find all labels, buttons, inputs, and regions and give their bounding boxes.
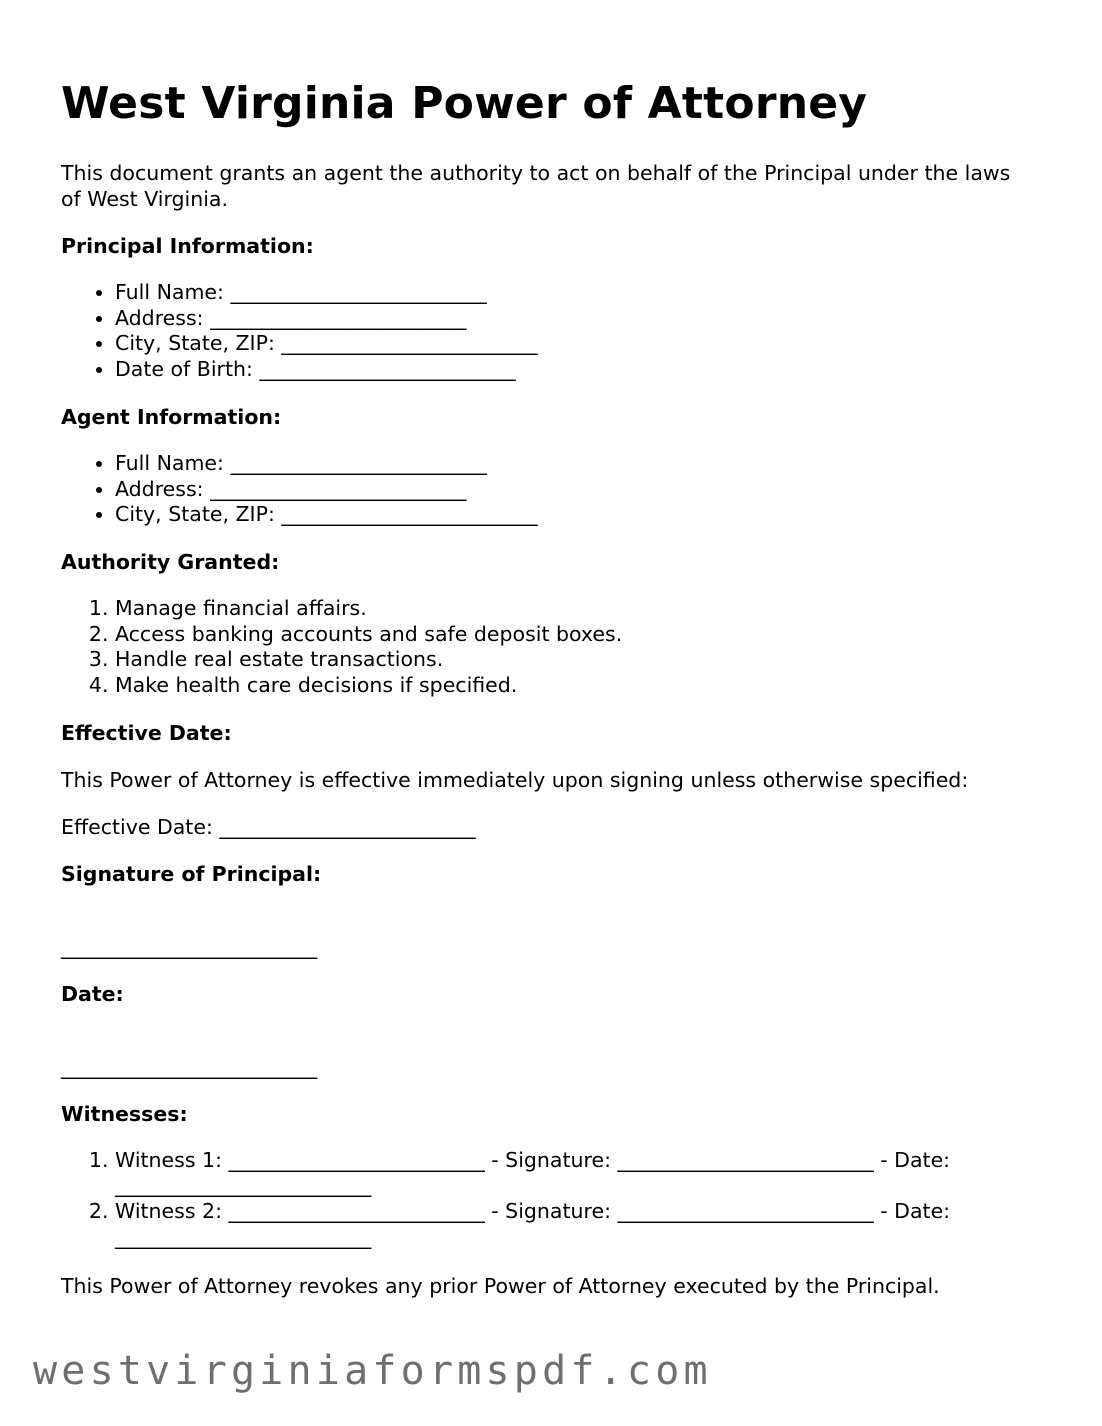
effective-date-heading: Effective Date: — [61, 720, 232, 745]
authority-item: 3. Handle real estate transactions. — [115, 647, 1051, 673]
date-heading: Date: — [61, 981, 124, 1006]
date-blank: _________________________ — [61, 1054, 318, 1079]
watermark: westvirginiaformspdf.com — [33, 1348, 712, 1394]
witness-list — [61, 1148, 1051, 1251]
principal-city-state-zip-field[interactable]: • City, State, ZIP: _________________________ — [115, 331, 1051, 357]
agent-address-field[interactable]: • Address: _________________________ — [115, 477, 1051, 503]
effective-date-text: This Power of Attorney is effective immediately upon signing unless otherwise specified: — [61, 767, 969, 792]
principal-heading: Principal Information: — [61, 234, 314, 258]
signature-heading: Signature of Principal: — [61, 861, 322, 886]
agent-heading: Agent Information: — [61, 404, 282, 429]
witness-2-entry[interactable]: 2. Witness 2: _________________________ - Signature: _________________________ - Date: _________________________ — [115, 1199, 1051, 1250]
witness-1-entry[interactable]: 1. Witness 1: _________________________ - Signature: _________________________ - Date: _________________________ — [115, 1148, 1051, 1199]
principal-signature-line[interactable] — [61, 908, 1051, 960]
principal-full-name-field[interactable]: • Full Name: _________________________ — [115, 280, 1051, 306]
principal-info-list — [61, 280, 1051, 383]
effective-date-field[interactable]: Effective Date: _________________________ — [61, 814, 476, 839]
authority-item: 2. Access banking accounts and safe deposit boxes. — [115, 622, 1051, 648]
document-title: West Virginia Power of Attorney — [61, 78, 868, 129]
agent-city-state-zip-field[interactable]: • City, State, ZIP: _________________________ — [115, 502, 1051, 528]
intro-paragraph: This document grants an agent the authority to act on behalf of the Principal under the laws of West Virginia. — [61, 161, 1011, 211]
principal-address-field[interactable]: • Address: _________________________ — [115, 306, 1051, 332]
agent-info-list — [61, 451, 1051, 528]
principal-date-of-birth-field[interactable]: • Date of Birth: _________________________ — [115, 357, 1051, 383]
witnesses-heading: Witnesses: — [61, 1101, 188, 1126]
date-line[interactable] — [61, 1028, 1051, 1080]
authority-item: 4. Make health care decisions if specified. — [115, 673, 1051, 699]
document-page — [61, 78, 1051, 1299]
authority-item: 1. Manage financial affairs. — [115, 596, 1051, 622]
authority-heading: Authority Granted: — [61, 549, 280, 574]
agent-full-name-field[interactable]: • Full Name: _________________________ — [115, 451, 1051, 477]
principal-signature-blank: _________________________ — [61, 934, 318, 959]
authority-list — [61, 596, 1051, 699]
revocation-statement: This Power of Attorney revokes any prior Power of Attorney executed by the Principal. — [61, 1273, 940, 1298]
